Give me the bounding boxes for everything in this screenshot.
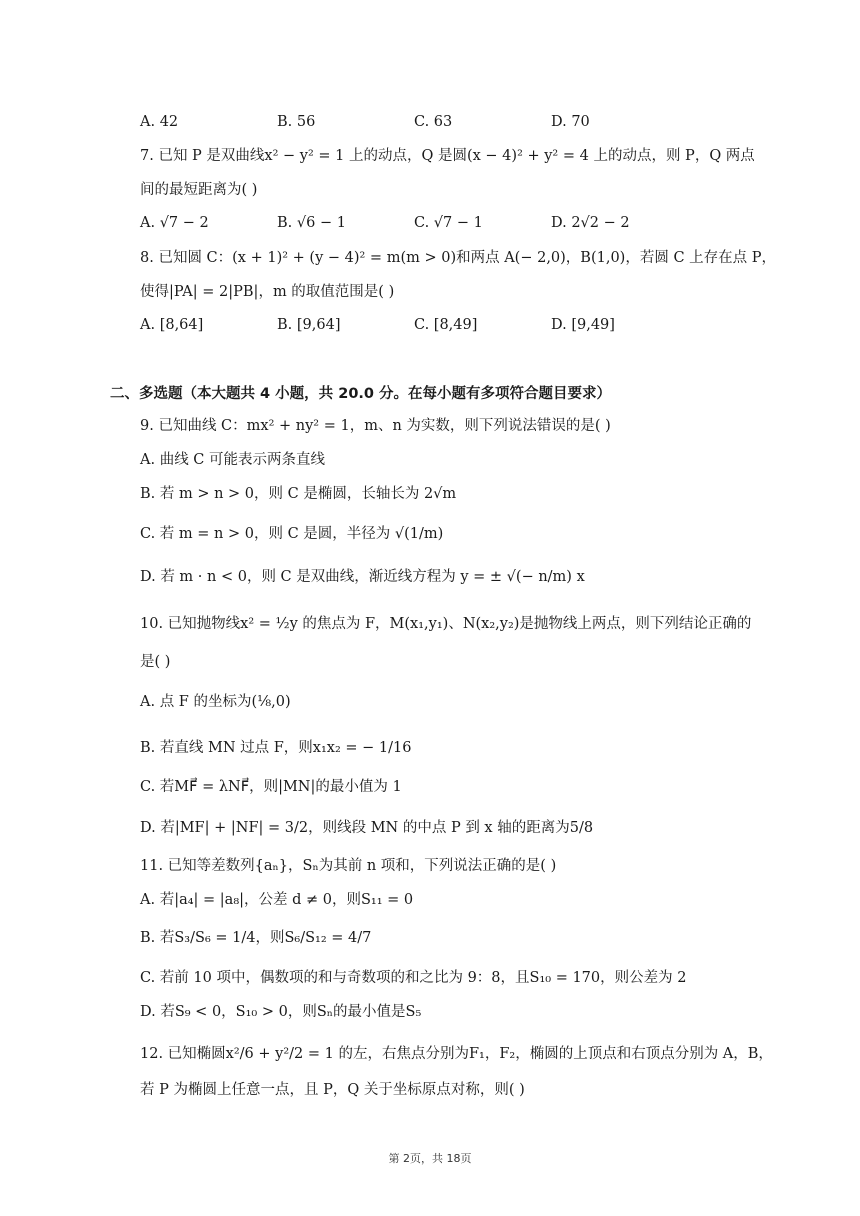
page-footer: 第 2页，共 18页	[388, 1152, 472, 1165]
q9-option-c: C. 若 m = n > 0，则 C 是圆，半径为 √(1/m)	[140, 526, 444, 542]
q9-stem: 9. 已知曲线 C：mx² + ny² = 1，m、n 为实数，则下列说法错误的是( )	[140, 418, 611, 434]
q7-stem-line2: 间的最短距离为( )	[140, 182, 258, 198]
q10-stem-line1: 10. 已知抛物线x² = ½y 的焦点为 F，M(x₁,y₁)、N(x₂,y₂)是抛物线上两点，则下列结论正确的	[140, 616, 752, 632]
q10-option-b: B. 若直线 MN 过点 F，则x₁x₂ = − 1/16	[140, 740, 412, 756]
q11-option-c: C. 若前 10 项中，偶数项的和与奇数项的和之比为 9：8，且S₁₀ = 170，则公差为 2	[140, 970, 687, 986]
q9-option-d: D. 若 m · n < 0，则 C 是双曲线，渐近线方程为 y = ± √(− n/m) x	[140, 569, 585, 585]
q10-option-a: A. 点 F 的坐标为(⅛,0)	[140, 694, 291, 710]
section-title-multiple-choice: 二、多选题（本大题共 4 小题，共 20.0 分。在每小题有多项符合题目要求）	[110, 386, 612, 402]
q11-option-b: B. 若S₃/S₆ = 1/4，则S₆/S₁₂ = 4/7	[140, 930, 372, 946]
q8-choice-c: C. [8,49]	[414, 317, 478, 333]
q7-choice-d: D. 2√2 − 2	[551, 215, 630, 231]
q9-option-b: B. 若 m > n > 0，则 C 是椭圆，长轴长为 2√m	[140, 486, 457, 502]
q7-choice-b: B. √6 − 1	[277, 215, 346, 231]
q6-choice-a: A. 42	[140, 114, 179, 130]
q7-choice-a: A. √7 − 2	[140, 215, 209, 231]
q9-option-a: A. 曲线 C 可能表示两条直线	[140, 452, 326, 468]
q6-choice-c: C. 63	[414, 114, 453, 130]
q12-stem-line1: 12. 已知椭圆x²/6 + y²/2 = 1 的左，右焦点分别为F₁，F₂，椭圆的上顶点和右顶点分别为 A，B，	[140, 1046, 773, 1062]
q11-stem: 11. 已知等差数列{aₙ}，Sₙ为其前 n 项和，下列说法正确的是( )	[140, 858, 557, 874]
q6-choice-b: B. 56	[277, 114, 316, 130]
q6-choice-d: D. 70	[551, 114, 590, 130]
q10-option-d: D. 若|MF| + |NF| = 3/2，则线段 MN 的中点 P 到 x 轴的距离为5/8	[140, 820, 594, 836]
q8-stem-line2: 使得|PA| = 2|PB|，m 的取值范围是( )	[140, 284, 395, 300]
q8-choice-a: A. [8,64]	[140, 317, 204, 333]
q8-choice-d: D. [9,49]	[551, 317, 615, 333]
q8-choice-b: B. [9,64]	[277, 317, 341, 333]
q12-stem-line2: 若 P 为椭圆上任意一点，且 P，Q 关于坐标原点对称，则( )	[140, 1082, 525, 1098]
q10-option-c: C. 若MF⃗ = λNF⃗，则|MN|的最小值为 1	[140, 779, 402, 795]
q8-stem-line1: 8. 已知圆 C：(x + 1)² + (y − 4)² = m(m > 0)和两点 A(− 2,0)，B(1,0)，若圆 C 上存在点 P，	[140, 250, 777, 266]
q11-option-a: A. 若|a₄| = |a₈|，公差 d ≠ 0，则S₁₁ = 0	[140, 892, 414, 908]
q11-option-d: D. 若S₉ < 0，S₁₀ > 0，则Sₙ的最小值是S₅	[140, 1004, 422, 1020]
q7-stem-line1: 7. 已知 P 是双曲线x² − y² = 1 上的动点，Q 是圆(x − 4)² + y² = 4 上的动点，则 P，Q 两点	[140, 148, 755, 164]
q10-stem-line2: 是( )	[140, 654, 171, 670]
q7-choice-c: C. √7 − 1	[414, 215, 483, 231]
